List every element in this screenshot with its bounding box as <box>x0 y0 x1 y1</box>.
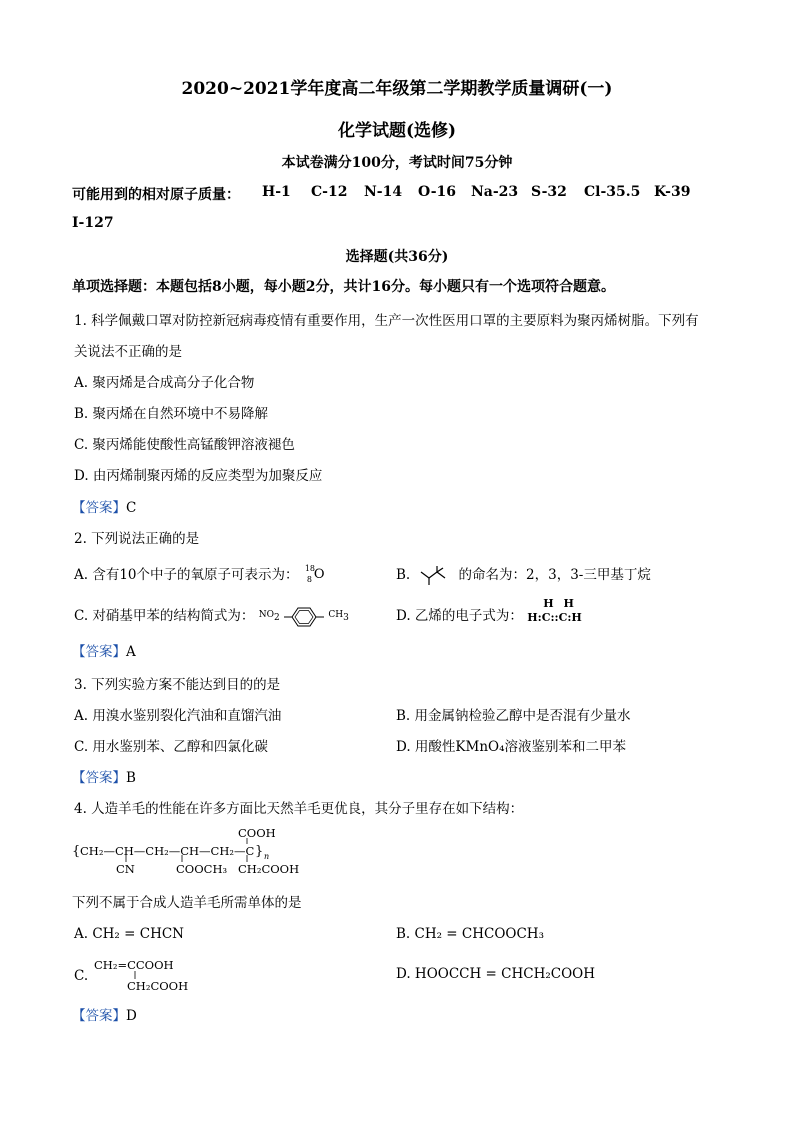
question-2-option-d <box>396 596 587 629</box>
answer-tag: 【答案】 <box>72 644 126 660</box>
structure-ch2cooh: CH₂COOH <box>238 862 300 876</box>
atomic-mass-label: 可能用到的相对原子质量： <box>72 187 240 203</box>
option-text: A. 含有10个中子的氧原子可表示为： <box>74 567 299 583</box>
answer-tag: 【答案】 <box>72 500 126 516</box>
answer-value: D <box>126 1008 137 1024</box>
option-text: 的命名为：2，3，3-三甲基丁烷 <box>458 567 651 583</box>
methyl-group <box>328 610 349 623</box>
option-text: D. 乙烯的电子式为： <box>396 608 523 624</box>
methyl-label: CH <box>328 610 344 621</box>
question-4-option-b: B. CH₂ = CHCOOCH₃ <box>396 926 544 942</box>
atomic-mass-item: K-39 <box>654 184 691 200</box>
atomic-number: 8 <box>306 574 312 584</box>
question-1-option-b: B. 聚丙烯在自然环境中不易降解 <box>74 406 269 422</box>
element-symbol: O <box>313 566 325 582</box>
question-3-option-b: B. 用金属钠检验乙醇中是否混有少量水 <box>396 708 631 724</box>
question-1-answer <box>72 496 136 516</box>
bond-lines-icon <box>72 824 312 884</box>
bracket-close: } <box>255 844 264 859</box>
methyl-sub: 3 <box>343 612 349 623</box>
question-4-option-d: D. HOOCCH = CHCH₂COOH <box>396 966 596 982</box>
atomic-mass-item: N-14 <box>364 184 403 200</box>
repeat-n: n <box>264 852 270 861</box>
atomic-mass-item: Na-23 <box>471 184 519 200</box>
question-4-option-a: A. CH₂ = CHCN <box>74 926 184 942</box>
bracket-open: { <box>72 844 81 859</box>
question-1-option-a: A. 聚丙烯是合成高分子化合物 <box>74 375 255 391</box>
question-2-answer <box>72 640 136 660</box>
question-2-option-a <box>74 563 325 585</box>
answer-tag: 【答案】 <box>72 1008 126 1024</box>
structure-main-chain: CH₂—CH—CH₂—CH—CH₂—C <box>80 844 255 858</box>
structure-cn: CN <box>116 862 135 876</box>
question-3-option-a: A. 用溴水鉴别裂化汽油和直馏汽油 <box>74 708 282 724</box>
question-1-stem-cont: 关说法不正确的是 <box>74 344 182 360</box>
hydrogen-top: H H <box>543 596 577 610</box>
question-4-option-c-structure <box>94 958 204 996</box>
question-2-stem: 2. 下列说法正确的是 <box>74 531 200 547</box>
oxygen-isotope-notation <box>303 563 325 585</box>
question-4-option-c-label: C. <box>74 968 89 984</box>
structure-cooh-top: COOH <box>238 826 276 840</box>
benzene-ring-icon <box>284 605 324 629</box>
atomic-mass-item: H-1 <box>262 184 291 200</box>
option-text: C. 对硝基甲苯的结构简式为： <box>74 608 255 624</box>
answer-value: A <box>126 644 136 660</box>
nitro-group <box>258 610 280 623</box>
atomic-mass-item: C-12 <box>311 184 348 200</box>
skeletal-formula-icon <box>419 566 459 586</box>
question-3-option-c: C. 用水鉴别苯、乙醇和四氯化碳 <box>74 739 268 755</box>
question-1-option-d: D. 由丙烯制聚丙烯的反应类型为加聚反应 <box>74 468 323 484</box>
mass-number: 18 <box>304 563 315 573</box>
atomic-mass-item: Cl-35.5 <box>584 184 641 200</box>
question-2-option-b <box>396 563 651 586</box>
page-title: 2020~2021学年度高二年级第二学期教学质量调研(一) <box>181 79 613 99</box>
nitro-sub: 2 <box>274 612 280 623</box>
electron-formula-main: H:C::C:H <box>527 610 582 624</box>
question-3-stem: 3. 下列实验方案不能达到目的的是 <box>74 677 281 693</box>
question-1-option-c: C. 聚丙烯能使酸性高锰酸钾溶液褪色 <box>74 437 295 453</box>
polymer-structure <box>72 824 312 884</box>
section-instruction: 单项选择题：本题包括8小题，每小题2分，共计16分。每小题只有一个选项符合题意。 <box>72 279 615 295</box>
exam-info: 本试卷满分100分，考试时间75分钟 <box>281 155 513 171</box>
atomic-mass-item: S-32 <box>531 184 567 200</box>
option-c-top: CH₂=CCOOH <box>94 958 174 972</box>
question-4-stem: 4. 人造羊毛的性能在许多方面比天然羊毛更优良，其分子里存在如下结构： <box>74 801 524 817</box>
answer-value: B <box>126 770 136 786</box>
question-3-answer <box>72 766 136 786</box>
structure-cooch3: COOCH₃ <box>176 862 228 876</box>
question-3-option-d: D. 用酸性KMnO₄溶液鉴别苯和二甲苯 <box>396 739 627 755</box>
answer-tag: 【答案】 <box>72 770 126 786</box>
ethylene-electron-formula <box>527 596 587 629</box>
nitro-label: NO <box>258 610 274 621</box>
option-label: B. <box>396 567 411 583</box>
atomic-mass-item: I-127 <box>72 215 114 231</box>
question-2-option-c <box>74 604 349 629</box>
page-subtitle: 化学试题(选修) <box>337 121 457 141</box>
option-c-bottom: CH₂COOH <box>127 979 189 993</box>
section-title: 选择题(共36分) <box>345 249 449 265</box>
question-1-stem: 1. 科学佩戴口罩对防控新冠病毒疫情有重要作用，生产一次性医用口罩的主要原料为聚丙烯树脂。下列有 <box>74 313 699 329</box>
question-4-answer <box>72 1004 137 1024</box>
atomic-mass-item: O-16 <box>418 184 457 200</box>
question-4-prompt: 下列不属于合成人造羊毛所需单体的是 <box>72 895 302 911</box>
answer-value: C <box>126 500 137 516</box>
